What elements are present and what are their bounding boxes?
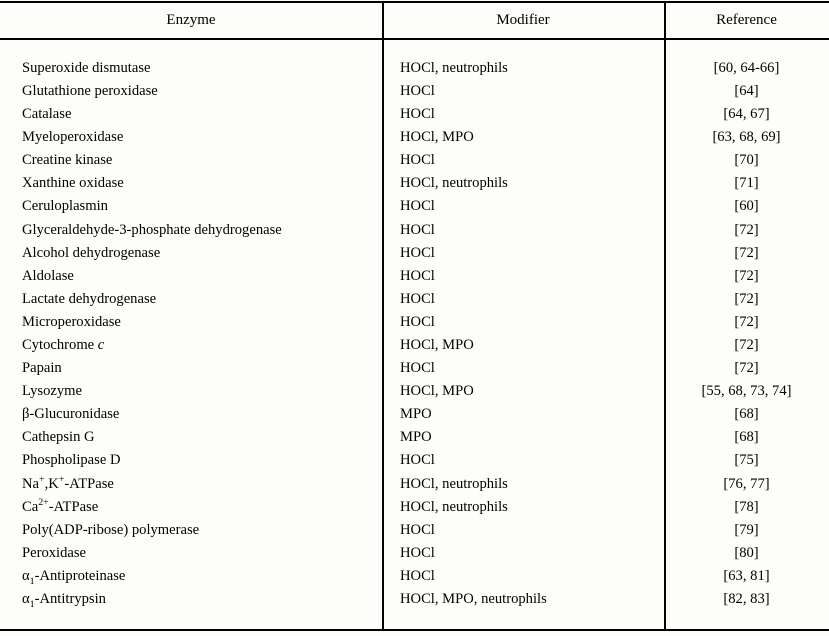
cell-modifier: HOCl	[400, 198, 435, 215]
cell-reference: [75]	[734, 452, 759, 469]
cell-modifier: HOCl, MPO	[400, 383, 474, 400]
cell-enzyme: Myeloperoxidase	[22, 129, 124, 146]
cell-modifier: HOCl	[400, 267, 435, 284]
cell-modifier: HOCl	[400, 360, 435, 377]
cell-modifier: MPO	[400, 406, 432, 423]
table-row	[0, 334, 829, 357]
cell-modifier: HOCl, neutrophils	[400, 59, 508, 76]
cell-reference: [63, 81]	[723, 567, 770, 584]
cell-enzyme: Creatine kinase	[22, 152, 113, 169]
cell-reference: [64, 67]	[723, 106, 770, 123]
cell-enzyme: $Ca^{2+}$-ATPase	[22, 496, 99, 515]
table-row	[0, 149, 829, 172]
cell-modifier: HOCl, MPO	[400, 337, 474, 354]
cell-reference: [79]	[734, 521, 759, 538]
table-row	[0, 265, 829, 288]
cell-modifier: HOCl	[400, 452, 435, 469]
cell-modifier: HOCl	[400, 106, 435, 123]
cell-enzyme: Catalase	[22, 106, 72, 123]
cell-enzyme: Xanthine oxidase	[22, 175, 124, 192]
cell-enzyme: Cytochrome c	[22, 337, 105, 354]
table-row	[0, 357, 829, 380]
cell-modifier: MPO	[400, 429, 432, 446]
table-row	[0, 542, 829, 565]
cell-enzyme: Glutathione peroxidase	[22, 82, 158, 99]
cell-modifier: HOCl	[400, 221, 435, 238]
table-row	[0, 219, 829, 242]
table-row	[0, 473, 829, 496]
cell-modifier: HOCl	[400, 544, 435, 561]
cell-reference: [78]	[734, 498, 759, 515]
cell-reference: [68]	[734, 406, 759, 423]
cell-reference: [68]	[734, 429, 759, 446]
table-row	[0, 311, 829, 334]
cell-reference: [63, 68, 69]	[712, 129, 781, 146]
cell-modifier: HOCl	[400, 313, 435, 330]
table-bottom-rule	[0, 629, 829, 631]
table-row	[0, 57, 829, 80]
cell-reference: [72]	[734, 221, 759, 238]
cell-modifier: HOCl, neutrophils	[400, 475, 508, 492]
cell-modifier: HOCl	[400, 567, 435, 584]
table-header-rule	[0, 38, 829, 40]
table-row	[0, 80, 829, 103]
cell-modifier: HOCl, neutrophils	[400, 175, 508, 192]
table-row	[0, 242, 829, 265]
table-row	[0, 427, 829, 450]
cell-enzyme: Na+,K+-ATPase	[22, 473, 114, 492]
cell-enzyme: Aldolase	[22, 267, 74, 284]
cell-enzyme: Lactate dehydrogenase	[22, 290, 157, 307]
cell-modifier: HOCl, neutrophils	[400, 498, 508, 515]
cell-reference: [71]	[734, 175, 759, 192]
table-header-row	[0, 3, 829, 38]
cell-reference: [72]	[734, 267, 759, 284]
table-row	[0, 126, 829, 149]
cell-enzyme: Superoxide dismutase	[22, 59, 151, 76]
table-row	[0, 380, 829, 403]
cell-enzyme: β-Glucuronidase	[22, 406, 120, 423]
cell-reference: [76, 77]	[723, 475, 770, 492]
table-row	[0, 565, 829, 588]
cell-enzyme: Alcohol dehydrogenase	[22, 244, 161, 261]
cell-enzyme: Microperoxidase	[22, 313, 121, 330]
cell-enzyme: $\alpha_1$-Antitrypsin	[22, 591, 106, 610]
table-row	[0, 519, 829, 542]
cell-enzyme: Glyceraldehyde-3-phosphate dehydrogenase	[22, 221, 282, 238]
cell-reference: [55, 68, 73, 74]	[701, 383, 792, 400]
cell-reference: [60]	[734, 198, 759, 215]
table-body	[0, 57, 829, 611]
cell-reference: [82, 83]	[723, 591, 770, 608]
cell-modifier: HOCl	[400, 152, 435, 169]
column-header-enzyme: Enzyme	[166, 12, 216, 28]
cell-modifier: HOCl	[400, 290, 435, 307]
cell-enzyme: Poly(ADP-ribose) polymerase	[22, 521, 200, 538]
cell-reference: [80]	[734, 544, 759, 561]
cell-reference: [72]	[734, 290, 759, 307]
column-header-modifier: Modifier	[496, 12, 550, 28]
cell-reference: [72]	[734, 360, 759, 377]
cell-reference: [64]	[734, 82, 759, 99]
cell-enzyme: Peroxidase	[22, 544, 87, 561]
cell-reference: [60, 64-66]	[713, 59, 780, 76]
column-header-reference: Reference	[716, 12, 777, 28]
cell-reference: [72]	[734, 337, 759, 354]
cell-enzyme: Lysozyme	[22, 383, 82, 400]
cell-enzyme: $\alpha_1$-Antiproteinase	[22, 567, 126, 587]
cell-reference: [72]	[734, 244, 759, 261]
cell-modifier: HOCl, MPO	[400, 129, 474, 146]
table-row	[0, 496, 829, 519]
cell-reference: [72]	[734, 313, 759, 330]
cell-modifier: HOCl	[400, 521, 435, 538]
table-row	[0, 450, 829, 473]
cell-enzyme: Ceruloplasmin	[22, 198, 108, 215]
cell-modifier: HOCl, MPO, neutrophils	[400, 591, 547, 608]
table-row	[0, 196, 829, 219]
cell-reference: [70]	[734, 152, 759, 169]
table-row	[0, 103, 829, 126]
table-row	[0, 172, 829, 195]
table-row	[0, 403, 829, 426]
cell-enzyme: Papain	[22, 360, 62, 377]
cell-modifier: HOCl	[400, 244, 435, 261]
cell-enzyme: Phospholipase D	[22, 452, 121, 469]
table-row	[0, 588, 829, 611]
cell-modifier: HOCl	[400, 82, 435, 99]
cell-enzyme: Cathepsin G	[22, 429, 95, 446]
table-row	[0, 288, 829, 311]
